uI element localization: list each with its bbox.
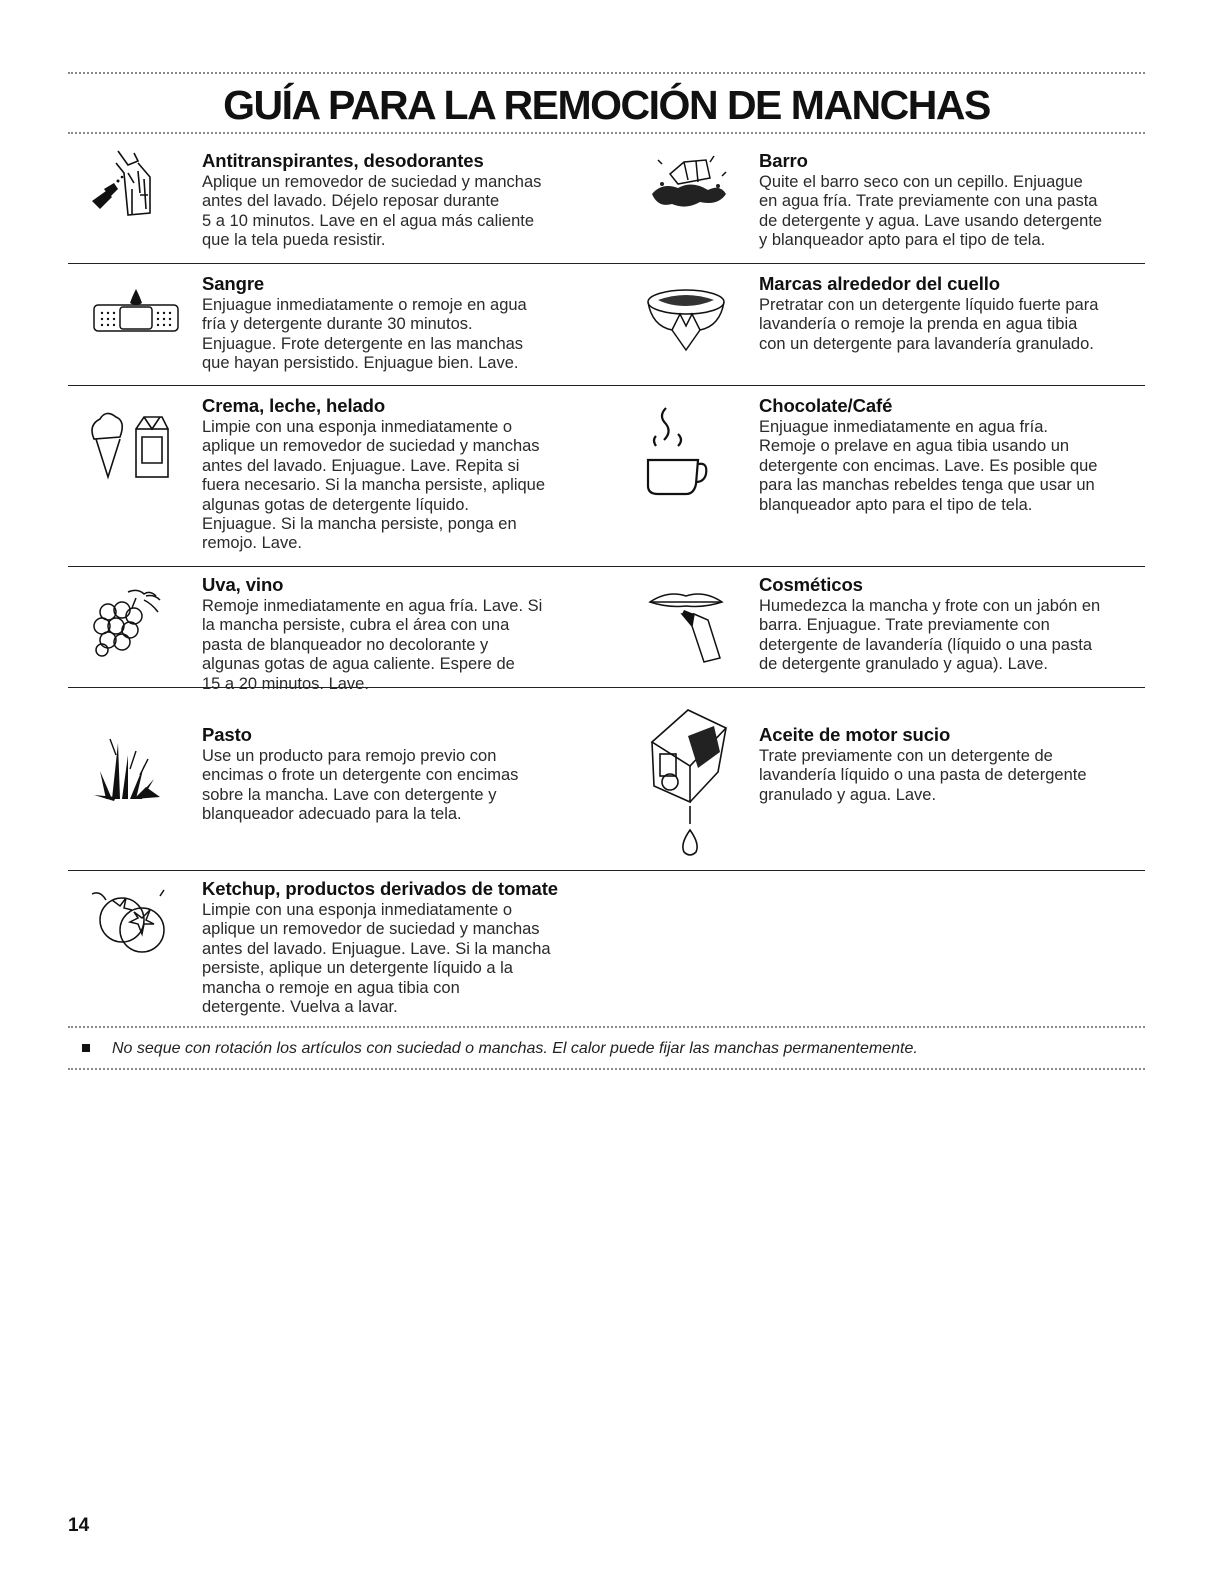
collar-icon [644,286,728,356]
stain-entry [759,574,1100,675]
stain-entry [202,395,545,554]
footnote [82,1040,918,1058]
footnote-rule-top [68,1026,1145,1028]
stain-heading: Sangre [202,273,265,294]
stain-text: Aplique un removedor de suciedad y manchas antes del lavado. Déjelo reposar durante 5 a 10 minutos. Lave en el agua más caliente que la tela pueda resistir. [202,173,542,250]
stain-entry [759,395,1097,515]
footnote-text: No seque con rotación los artículos con suciedad o manchas. El calor puede fijar las manchas permanentemente. [112,1040,918,1057]
row-divider [68,566,1145,567]
title-rule [68,132,1145,134]
stain-entry [759,150,1102,251]
page-title: GUÍA PARA LA REMOCIÓN DE MANCHAS [223,82,990,128]
coffee-cup-icon [646,402,712,498]
stain-heading: Cosméticos [759,574,863,595]
stain-text: Enjuague inmediatamente o remoje en agua fría y detergente durante 30 minutos. Enjuague. Frote detergente en las manchas que hayan persistido. Enjuague bien. Lave. [202,296,527,373]
lipstick-icon [648,586,724,666]
stain-heading: Chocolate/Café [759,395,893,416]
grass-icon [86,735,172,801]
bullet-icon [82,1044,90,1052]
stain-text: Use un producto para remojo previo con encimas o frote un detergente con encimas sobre la mancha. Lave con detergente y blanqueador adecuado para la tela. [202,747,519,824]
stain-entry [202,574,542,694]
stain-text: Quite el barro seco con un cepillo. Enjuague en agua fría. Trate previamente con una pasta de detergente y agua. Lave usando detergente y blanqueador apto para el tipo de tela. [759,173,1103,250]
stain-text: Enjuague inmediatamente en agua fría. Remoje o prelave en agua tibia usando un detergente con encimas. Lave. Es posible que para las manchas rebeldes tenga que usar un blanqueador apto para el tipo de tela. [759,418,1098,514]
stain-text: Limpie con una esponja inmediatamente o aplique un removedor de suciedad y manchas antes del lavado. Enjuague. Lave. Si la mancha persiste, aplique un detergente líquido a la mancha o remoje en agua tibia con detergente. Vuelva a lavar. [202,901,551,1017]
ice-cream-milk-icon [86,403,176,483]
stain-heading: Marcas alrededor del cuello [759,273,1000,294]
stain-heading: Pasto [202,724,252,745]
stain-entry [202,724,518,825]
stain-text: Pretratar con un detergente líquido fuerte para lavandería o remoje la prenda en agua tibia con un detergente para lavandería granulado. [759,296,1099,353]
stain-heading: Aceite de motor sucio [759,724,951,745]
stain-entry [202,273,527,374]
row-divider [68,870,1145,871]
top-rule [68,72,1145,74]
page-number: 14 [68,1515,90,1536]
stain-entry [202,878,558,1017]
stain-heading: Antitranspirantes, desodorantes [202,150,484,171]
stain-heading: Barro [759,150,808,171]
footnote-rule-bottom [68,1068,1145,1070]
stain-heading: Crema, leche, helado [202,395,386,416]
row-divider [68,385,1145,386]
stain-text: Limpie con una esponja inmediatamente o aplique un removedor de suciedad y manchas antes del lavado. Enjuague. Lave. Repita si fuera necesario. Si la mancha persiste, aplique algunas gotas de detergente líquido. Enjuague. Si la mancha persiste, ponga en remojo. Lave. [202,418,546,553]
motor-oil-can-icon [644,706,728,860]
stain-text: Humedezca la mancha y frote con un jabón en barra. Enjuague. Trate previamente con detergente de lavandería (líquido o una pasta de detergente granulado y agua). Lave. [759,597,1101,674]
stain-entry [759,273,1098,354]
stain-entry [202,150,541,251]
stain-text: Trate previamente con un detergente de lavandería líquido o una pasta de detergente granulado y agua. Lave. [759,747,1087,804]
row-divider [68,263,1145,264]
tomatoes-icon [90,888,172,958]
stain-text: Remoje inmediatamente en agua fría. Lave. Si la mancha persiste, cubra el área con una pasta de blanqueador no decolorante y algunas gotas de agua caliente. Espere de 15 a 20 minutos. Lave. [202,597,543,693]
stain-heading: Uva, vino [202,574,284,595]
stain-entry [759,724,1087,805]
stain-heading: Ketchup, productos derivados de tomate [202,878,558,899]
grapes-icon [88,586,162,658]
mud-splash-icon [648,148,730,214]
shirt-spray-icon [88,143,158,225]
bandage-icon [92,285,180,341]
